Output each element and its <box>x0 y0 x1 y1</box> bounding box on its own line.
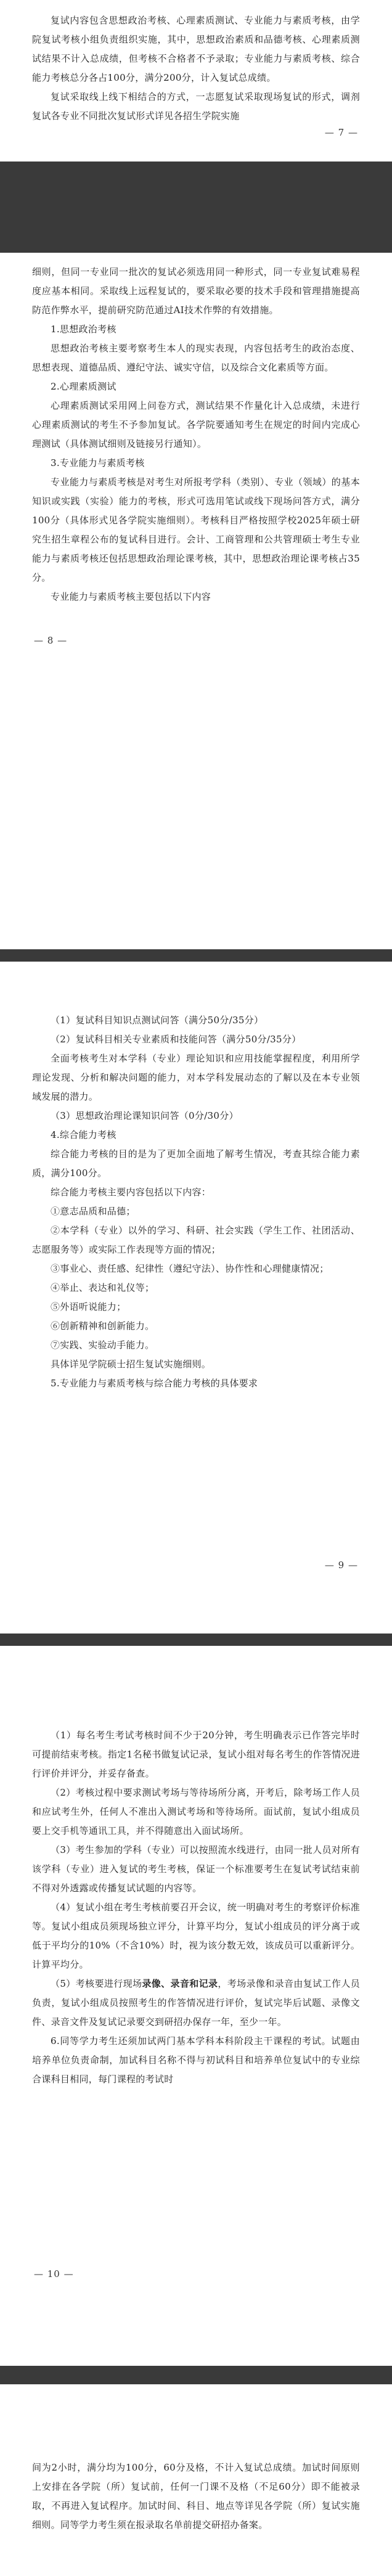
page-number: — 8 — <box>34 635 68 646</box>
list-item: ⑦实践、实验动手能力。 <box>51 1339 155 1351</box>
section-heading: 2.心理素质测试 <box>51 381 116 392</box>
paragraph: （1）每名考生考试考核时间不少于20分钟，考生明确表示已作答完毕时可提前结束考核。指定1名秘书做复试记录，复试小组对每名考生的作答情况进行评价并评分，并妥存备查。 <box>32 1730 360 1779</box>
paragraph: 全面考核考生对本学科（专业）理论知识和应用技能掌握程度，利用所学理论发现、分析和解决问题的能力，对本学科发展动态的了解以及在本专业领域发展的潜力。 <box>32 1053 360 1102</box>
paragraph: 6.同等学力考生还须加试两门基本学科本科阶段主干课程的考试。试题由培养单位负责命制，加试科目名称不得与初试科目和培养单位复试中的专业综合课科目相同，每门课程的考试时 <box>32 2035 360 2085</box>
paragraph: 间为2小时，满分均为100分，60分及格，不计入复试总成绩。加试时间原则上安排在各学院（所）复试前，任何一门课不及格（不足60分）即不能被录取，不再进入复试程序。加试时间、科目、地点等详见各学院（所）复试实施细则。同等学力考生须在报录取名单前提交研招办备案。 <box>32 2462 360 2530</box>
list-item: ⑤外语听说能力； <box>51 1301 126 1312</box>
paragraph: （3）考生参加的学科（专业）可以按照流水线进行，由同一批人员对所有该学科（专业）进入复试的考生考核，保证一个标准要考生在复试考试结束前不得对外透露或传播复试试题的内容等。 <box>32 1844 360 1894</box>
section-heading: 1.思想政治考核 <box>51 324 116 335</box>
bold-phrase: 录像、录音和记录 <box>142 1978 218 1989</box>
list-item: （1）复试科目知识点测试问答（满分50分/35分） <box>51 1015 264 1026</box>
paragraph: （4）复试小组在考生考核前要召开会议，统一明确对考生的考察评价标准等。复试小组成员须现场独立评分，计算平均分，复试小组成员的评分离于或低于平均分的10%（不含10%）时，视为该分数无效，该成员可以重新评分。计算平均分。 <box>32 1902 360 1970</box>
paragraph: 具体详见学院硕士招生复试实施细则。 <box>51 1359 211 1370</box>
list-item: ①意志品质和品德； <box>51 1206 136 1217</box>
list-item: ③事业心、责任感、纪律性（遵纪守法）、协作性和心理健康情况； <box>51 1263 329 1274</box>
section-heading: 3.专业能力与素质考核 <box>51 457 145 468</box>
paragraph: 综合能力考核主要内容包括以下内容： <box>51 1187 211 1198</box>
section-heading: 5.专业能力与素质考核与综合能力考核的具体要求 <box>51 1378 258 1389</box>
paragraph: 综合能力考核的目的是为了更加全面地了解考生情况，考查其综合能力素质，满分100分。 <box>32 1148 360 1179</box>
paragraph: 思想政治考核主要考察考生本人的现实表现，内容包括考生的政治态度、思想表现、道德品质、遵纪守法、诚实守信，以及综合文化素质等方面。 <box>32 343 360 373</box>
page-number: — 7 — <box>324 127 358 138</box>
paragraph: 专业能力与素质考核是对考生对所报考学科（类别）、专业（领域）的基本知识或实践（实验）能力的考核，形式可选用笔试或线下现场问答方式，满分100分（具体形式见各学院实施细则）。考核科目严格按照学校2025年硕士研究生招生章程公布的复试科目进行。会计、工商管理和公共管理硕士考生专业能力与素质考核还包括思想政治理论课考核，其中，思想政治理论课考核占35分。 <box>32 476 360 583</box>
paragraph: 复试内容包含思想政治考核、心理素质测试、专业能力与素质考核，由学院复试考核小组负责组织实施，其中，思想政治素质和品德考核、心理素质测试结果不计入总成绩，但考核不合格者不予录取；专业能力与素质考核、综合能力考核总分各占100分，满分200分，计入复试总成绩。 <box>32 15 360 83</box>
document-page-11 <box>0 2384 392 2576</box>
paragraph: （5）考核要进行现场录像、录音和记录，考场录像和录音由复试工作人员负责，复试小组成员按照考生的作答情况进行评价，复试完毕后试题、录像文件、录音文件及复试记录要交到研招办保存一年，至少一年。 <box>32 1978 360 2027</box>
page-number: — 10 — <box>34 2268 74 2280</box>
section-heading: 4.综合能力考核 <box>51 1129 116 1140</box>
list-item: ④举止、表达和礼仪等； <box>51 1282 155 1293</box>
paragraph: 心理素质测试采用网上问卷方式，测试结果不作量化计入总成绩，未进行心理素质测试的考生不予参加复试。各学院要通知考生在规定的时间内完成心理测试（具体测试细则及链接另行通知）。 <box>32 400 360 449</box>
document-page-7 <box>0 0 392 162</box>
list-item: ②本学科（专业）以外的学习、科研、社会实践（学生工作、社团活动、志愿服务等）或实际工作表现等方面的情况； <box>32 1225 360 1255</box>
list-item: （2）复试科目相关专业素质和技能问答（满分50分/35分） <box>51 1034 301 1045</box>
paragraph: 细则，但同一专业同一批次的复试必须选用同一种形式，同一专业复试难易程度应基本相同。采取线上远程复试的，要采取必要的技术手段和管理措施提高防范作弊水平，提前研究防范通过AI技术作弊的有效措施。 <box>32 266 360 316</box>
list-item: （3）思想政治理论课知识问答（0分/30分） <box>51 1110 239 1121</box>
paragraph: （2）考核过程中要求测试考场与等待场所分离，开考后，除考场工作人员和应试考生外，任何人不准出入测试考场和等待场所。面试前，复试小组成员要上交手机等通讯工具，并不得随意出入面试场所。 <box>32 1787 360 1836</box>
paragraph: 复试采取线上线下相结合的方式，一志愿复试采取现场复试的形式，调剂复试各专业不同批次复试形式详见各招生学院实施 <box>32 91 360 121</box>
document-page-8 <box>0 253 392 949</box>
document-page-10 <box>0 1646 392 2366</box>
page-number: — 9 — <box>324 1560 358 1571</box>
paragraph: 专业能力与素质考核主要包括以下内容 <box>51 591 211 602</box>
list-item: ⑥创新精神和创新能力。 <box>51 1320 155 1331</box>
document-page-9 <box>0 962 392 1634</box>
